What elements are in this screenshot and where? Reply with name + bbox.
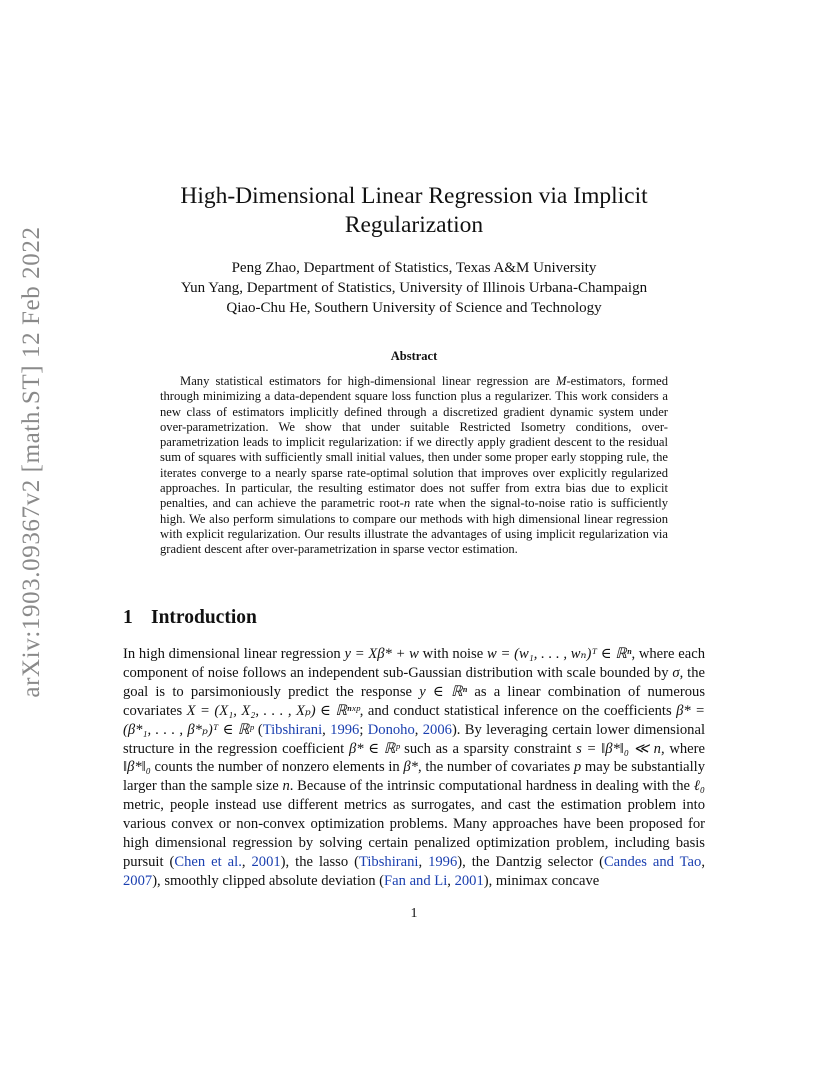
body-text: , (447, 872, 455, 889)
math-expression: β* = (β*₁, . . . , β*ₚ)ᵀ ∈ ℝᵖ (123, 702, 706, 738)
body-text: , the number of covariates (417, 759, 574, 776)
abstract-heading: Abstract (390, 349, 438, 363)
math-expression: w = (w₁, . . . , wₙ)ᵀ ∈ ℝⁿ (486, 646, 632, 662)
body-text: , (322, 721, 331, 738)
arxiv-identifier-sidebar: arXiv:1903.09367v2 [math.ST] 12 Feb 2022 (18, 226, 45, 698)
body-text: , and conduct statistical inference on the coefficients (359, 702, 677, 719)
math-expression: y = Xβ* + w (344, 646, 419, 662)
abstract-text: rate when the signal-to-noise ratio is sufficiently high. We also perform simulations to compare our methods with high dimensional linear regression with explicit regularization. Our results illustrate the advantages of using implicit regularization via gradient descent after over-parametrization in sparse vector estimation. (160, 496, 668, 557)
section-title: Introduction (151, 607, 257, 628)
citation-link[interactable]: Tibshirani (358, 853, 419, 870)
body-text: ; (359, 721, 368, 738)
body-text: may be substantially larger than the sample size (123, 759, 706, 795)
body-text: , the goal is to parsimoniously predict the response (123, 664, 705, 700)
citation-link[interactable]: 2007 (123, 872, 153, 889)
citation-link[interactable]: 1996 (428, 853, 458, 870)
math-expression: ‖β*‖₀ (123, 759, 151, 776)
citation-link[interactable]: 1996 (330, 721, 360, 738)
math-expression: s = ‖β*‖₀ ≪ n (576, 740, 661, 757)
citation-link[interactable]: Chen et al. (174, 853, 242, 870)
author-3: Qiao-Chu He, Southern University of Science and Technology (226, 300, 602, 316)
math-expression: p (573, 759, 582, 776)
abstract-paragraph (160, 374, 668, 558)
body-text: ), smoothly clipped absolute deviation ( (152, 872, 385, 889)
body-text: with noise (418, 646, 487, 662)
body-text: ). By leveraging certain lower dimensional structure in the regression coefficient (123, 721, 706, 757)
abstract-text: Many statistical estimators for high-dimensional linear regression are (180, 374, 556, 388)
author-1: Peng Zhao, Department of Statistics, Texas A&M University (231, 260, 597, 276)
math-expression: σ (672, 664, 680, 681)
body-text: as a linear combination of numerous covariates (123, 683, 705, 719)
body-text: , (418, 853, 429, 870)
introduction-body (123, 645, 705, 891)
math-expression: n (282, 778, 290, 795)
math-expression: ℓ₀ (693, 778, 705, 795)
math-expression: X = (X₁, X₂, . . . , Xₚ) ∈ ℝⁿˣᵖ (186, 702, 360, 719)
body-text: ), the lasso ( (280, 853, 359, 870)
body-text: such as a sparsity constraint (399, 740, 577, 757)
body-text: In high dimensional linear regression (123, 646, 345, 662)
title-line-1: High-Dimensional Linear Regression via Implicit (180, 183, 648, 209)
section-heading-introduction (123, 607, 257, 629)
body-text: , where (660, 740, 705, 757)
author-list (120, 258, 708, 318)
body-text: , (414, 721, 423, 738)
citation-link[interactable]: Fan and Li (384, 872, 448, 889)
body-text: , (241, 853, 252, 870)
body-text: ), the Dantzig selector ( (457, 853, 604, 870)
math-expression: y ∈ ℝⁿ (419, 683, 468, 700)
body-text: , (701, 853, 705, 870)
section-number: 1 (123, 607, 133, 628)
math-symbol: n (403, 496, 411, 511)
citation-link[interactable]: 2001 (454, 872, 484, 889)
author-2: Yun Yang, Department of Statistics, University of Illinois Urbana-Champaign (180, 280, 648, 296)
math-expression: β* ∈ ℝᵖ (348, 740, 400, 757)
body-text: counts the number of nonzero elements in (150, 759, 404, 776)
title-line-2: Regularization (344, 212, 484, 238)
body-text: , where each component of noise follows an independent sub-Gaussian distribution with scale bounded by (123, 646, 705, 681)
body-text: ( (253, 721, 263, 738)
math-symbol: M (555, 374, 567, 388)
citation-link[interactable]: Candes and Tao (603, 853, 702, 870)
math-expression: β* (403, 759, 418, 776)
paper-title (120, 182, 708, 240)
abstract-text: -estimators, formed through minimizing a data-dependent square loss function plus a regularizer. This work considers a new class of estimators implicitly defined through a discretized gradient dynamic system under over-parametrization. We show that under suitable Restricted Isometry conditions, over-parametrization leads to implicit regularization: if we directly apply gradient descent to the residual sum of squares with sufficiently small initial values, then under some proper early stopping rule, the iterates converge to a nearly sparse rate-optimal solution that improves over explicitly regularized approaches. In particular, the resulting estimator does not suffer from extra bias due to explicit penalties, and can achieve the parametric root- (160, 374, 669, 511)
citation-link[interactable]: Donoho (367, 721, 415, 738)
body-text: metric, people instead use different metrics as surrogates, and cast the estimation problem into various convex or non-convex optimization problems. Many approaches have been proposed for high dimensional regression by solving certain penalized optimization problem, including basis pursuit ( (123, 797, 705, 870)
body-text: . Because of the intrinsic computational hardness in dealing with the (289, 778, 694, 795)
introduction-paragraph (123, 645, 705, 891)
abstract-body (160, 374, 668, 558)
body-text: ), minimax concave (483, 872, 600, 889)
citation-link[interactable]: 2001 (251, 853, 281, 870)
citation-link[interactable]: 2006 (422, 721, 452, 738)
citation-link[interactable]: Tibshirani (262, 721, 323, 738)
page-number: 1 (410, 906, 418, 921)
